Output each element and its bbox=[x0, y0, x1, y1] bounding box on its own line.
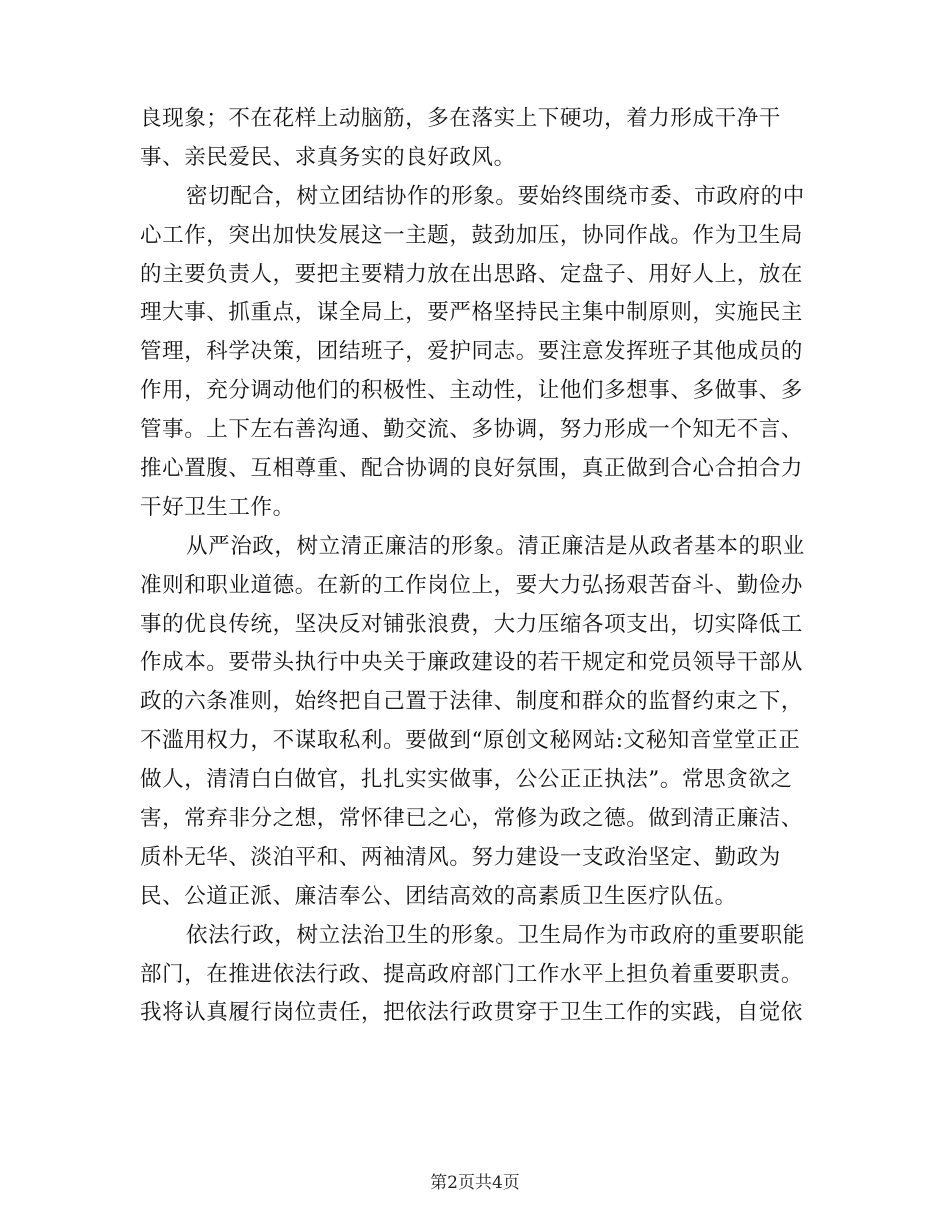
paragraph-start-line: 密切配合，树立团结协作的形象。要始终围绕市委、市政府的中 bbox=[186, 183, 805, 209]
text-line: 不滥用权力，不谋取私利。要做到“原创文秘网站:文秘知音堂堂正正 bbox=[140, 728, 801, 754]
text-line: 事的优良传统，坚决反对铺张浪费，大力压缩各项支出，切实降低工 bbox=[140, 611, 804, 637]
text-line: 管事。上下左右善沟通、勤交流、多协调，努力形成一个知无不言、 bbox=[140, 417, 804, 443]
paragraph-start-line: 从严治政，树立清正廉洁的形象。清正廉洁是从政者基本的职业 bbox=[186, 533, 805, 559]
text-line: 做人，清清白白做官，扎扎实实做事，公公正正执法”。常思贪欲之 bbox=[140, 767, 793, 793]
document-body bbox=[140, 100, 810, 1033]
text-line: 管理，科学决策，团结班子，爱护同志。要注意发挥班子其他成员的 bbox=[140, 339, 804, 365]
text-line: 政的六条准则，始终把自己置于法律、制度和群众的监督约束之下， bbox=[140, 689, 804, 715]
text-line: 的主要负责人，要把主要精力放在出思路、定盘子、用好人上，放在 bbox=[140, 261, 804, 287]
text-line: 质朴无华、淡泊平和、两袖清风。努力建设一支政治坚定、勤政为 bbox=[140, 844, 781, 870]
text-line: 部门，在推进依法行政、提高政府部门工作水平上担负着重要职责。 bbox=[140, 961, 804, 987]
text-line: 作成本。要带头执行中央关于廉政建设的若干规定和党员领导干部从 bbox=[140, 650, 804, 676]
text-line: 我将认真履行岗位责任，把依法行政贯穿于卫生工作的实践，自觉依 bbox=[140, 1000, 804, 1026]
text-line: 推心置腹、互相尊重、配合协调的良好氛围，真正做到合心合拍合力 bbox=[140, 456, 804, 482]
text-line: 准则和职业道德。在新的工作岗位上，要大力弘扬艰苦奋斗、勤俭办 bbox=[140, 572, 804, 598]
text-line: 害，常弃非分之想，常怀律已之心，常修为政之德。做到清正廉洁、 bbox=[140, 806, 804, 832]
paragraph-start-line: 依法行政，树立法治卫生的形象。卫生局作为市政府的重要职能 bbox=[186, 922, 805, 948]
page-number-footer: 第2页共4页 bbox=[430, 1173, 520, 1193]
text-line: 作用，充分调动他们的积极性、主动性，让他们多想事、多做事、多 bbox=[140, 378, 804, 404]
text-line: 良现象；不在花样上动脑筋，多在落实上下硬功，着力形成干净干 bbox=[140, 106, 781, 131]
text-line: 事、亲民爱民、求真务实的良好政风。 bbox=[140, 144, 516, 170]
text-line: 理大事、抓重点，谋全局上，要严格坚持民主集中制原则，实施民主 bbox=[140, 300, 804, 326]
text-line: 心工作，突出加快发展这一主题，鼓劲加压，协同作战。作为卫生局 bbox=[140, 222, 804, 248]
text-line: 民、公道正派、廉洁奉公、团结高效的高素质卫生医疗队伍。 bbox=[140, 883, 737, 909]
text-line: 干好卫生工作。 bbox=[140, 494, 295, 520]
